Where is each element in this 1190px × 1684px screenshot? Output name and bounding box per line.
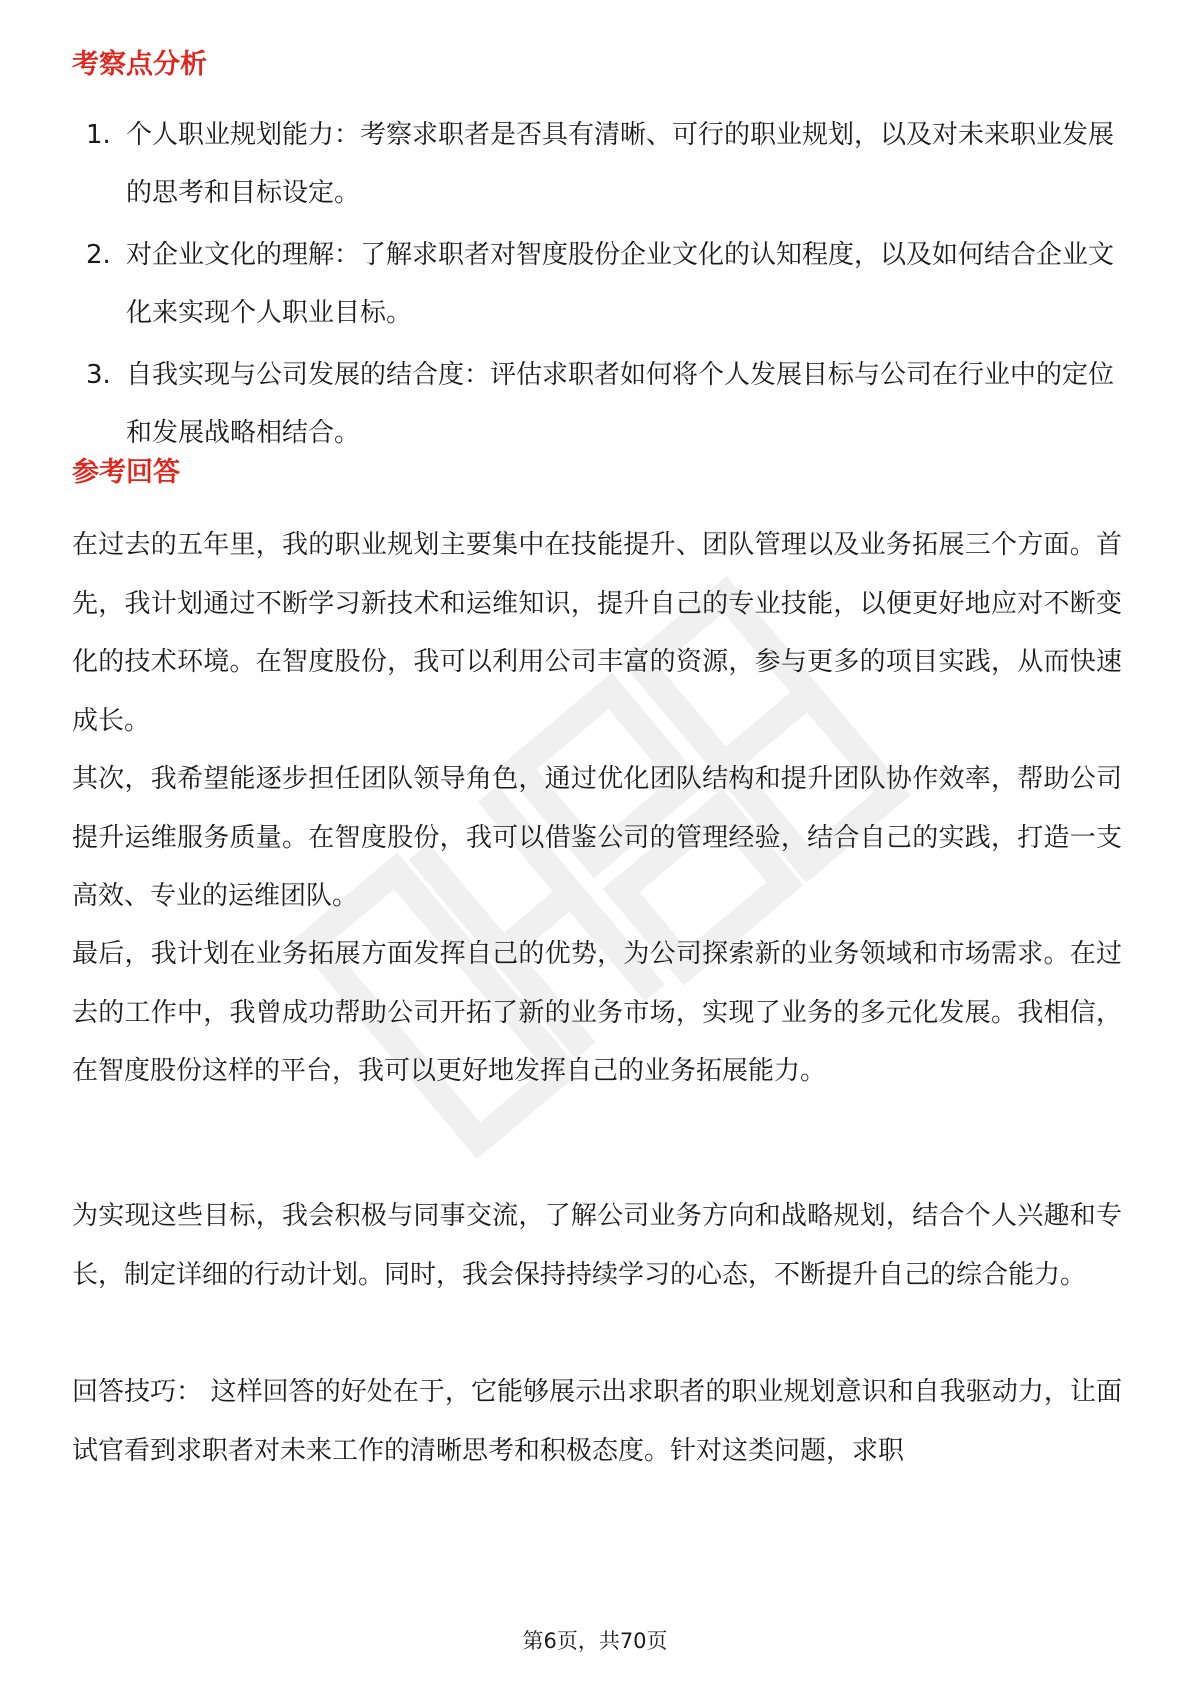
list-item <box>72 106 1122 222</box>
answer-tip-paragraph: 回答技巧： 这样回答的好处在于，它能够展示出求职者的职业规划意识和自我驱动力，让面试官看到求职者对未来工作的清晰思考和积极态度。针对这类问题，求职 <box>72 1377 1122 1466</box>
page-number-footer: 第6页，共70页 <box>522 1629 668 1653</box>
answer-paragraph: 为实现这些目标，我会积极与同事交流，了解公司业务方向和战略规划，结合个人兴趣和专长，制定详细的行动计划。同时，我会保持持续学习的心态，不断提升自己的综合能力。 <box>72 1201 1122 1290</box>
answer-paragraph: 其次，我希望能逐步担任团队领导角色，通过优化团队结构和提升团队协作效率，帮助公司提升运维服务质量。在智度股份，我可以借鉴公司的管理经验，结合自己的实践，打造一支高效、专业的运维团队。 <box>72 764 1122 911</box>
list-item-number: 1. <box>86 120 111 150</box>
analysis-section-title: 考察点分析 <box>72 49 207 80</box>
list-item <box>72 346 1122 462</box>
analysis-list <box>72 106 1122 466</box>
list-item-number: 3. <box>86 360 111 390</box>
list-item-number: 2. <box>86 240 111 270</box>
answer-paragraph: 在过去的五年里，我的职业规划主要集中在技能提升、团队管理以及业务拓展三个方面。首先，我计划通过不断学习新技术和运维知识，提升自己的专业技能，以便更好地应对不断变化的技术环境。在智度股份，我可以利用公司丰富的资源，参与更多的项目实践，从而快速成长。 <box>72 530 1122 736</box>
list-item-text: 自我实现与公司发展的结合度：评估求职者如何将个人发展目标与公司在行业中的定位和发展战略相结合。 <box>126 360 1115 448</box>
list-item-text: 个人职业规划能力：考察求职者是否具有清晰、可行的职业规划，以及对未来职业发展的思考和目标设定。 <box>126 120 1115 208</box>
list-item <box>72 226 1122 342</box>
answer-paragraph: 最后，我计划在业务拓展方面发挥自己的优势，为公司探索新的业务领域和市场需求。在过去的工作中，我曾成功帮助公司开拓了新的业务市场，实现了业务的多元化发展。我相信，在智度股份这样的平台，我可以更好地发挥自己的业务拓展能力。 <box>72 939 1122 1086</box>
reference-section-title: 参考回答 <box>72 457 180 488</box>
list-item-text: 对企业文化的理解：了解求职者对智度股份企业文化的认知程度，以及如何结合企业文化来实现个人职业目标。 <box>126 240 1115 328</box>
